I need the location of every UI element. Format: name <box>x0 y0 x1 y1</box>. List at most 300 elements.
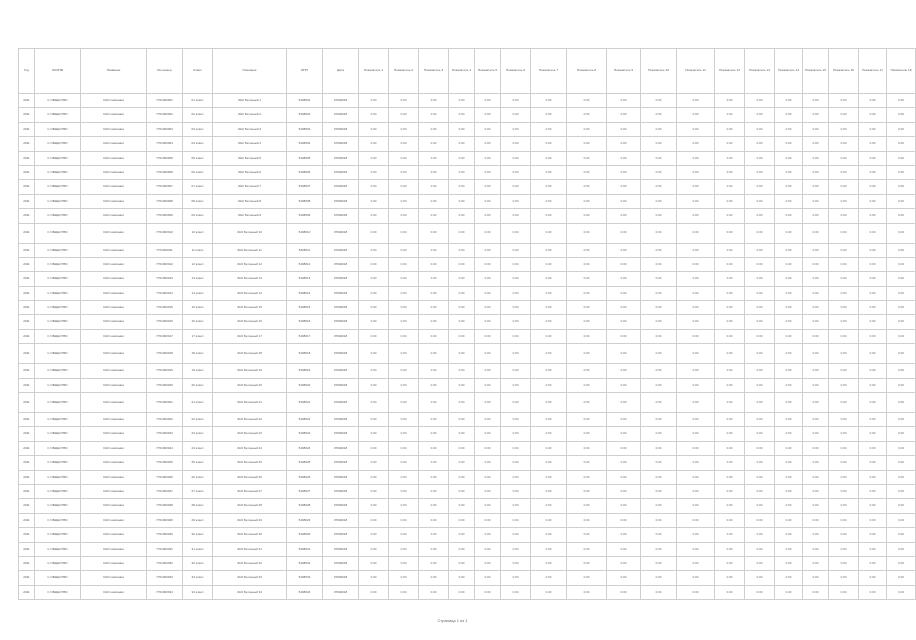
table-cell: 0.00 <box>419 329 449 343</box>
table-cell: 7701000034 <box>147 585 183 599</box>
table-cell: 0.00 <box>859 257 887 271</box>
table-cell: 0.00 <box>829 223 859 243</box>
table-cell: 0.00 <box>567 484 607 498</box>
table-cell: 0.00 <box>859 194 887 208</box>
table-cell: 0.00 <box>887 257 916 271</box>
table-cell: 0.00 <box>389 513 419 527</box>
table-cell: 0.00 <box>389 223 419 243</box>
table-cell: ОАО компания <box>81 122 147 136</box>
table-cell: 0.00 <box>887 413 916 427</box>
table-cell: 0.00 <box>501 180 531 194</box>
table-row <box>19 441 916 455</box>
column-header: Показатель 9 <box>607 49 641 94</box>
table-cell: 0.00 <box>887 137 916 151</box>
table-row <box>19 484 916 498</box>
table-cell: 22 класс <box>183 413 213 427</box>
table-cell: 07092018 <box>323 344 359 364</box>
table-cell: 7701000032 <box>147 556 183 570</box>
table-cell: 0.00 <box>419 194 449 208</box>
table-cell: 0.00 <box>449 393 475 413</box>
table-cell: 0.00 <box>449 94 475 108</box>
table-cell: 0.00 <box>677 542 715 556</box>
table-row <box>19 470 916 484</box>
table-cell: 0.00 <box>829 441 859 455</box>
table-cell: ОАО компания <box>81 456 147 470</box>
table-cell: 0.00 <box>829 329 859 343</box>
table-cell: 0.00 <box>887 470 916 484</box>
table-cell: 0.00 <box>677 441 715 455</box>
table-cell: 0.00 <box>419 499 449 513</box>
table-cell: 2011 <box>19 378 35 392</box>
table-cell: ОАО компания <box>81 151 147 165</box>
table-cell: 2011 <box>19 441 35 455</box>
table-cell: 0.00 <box>829 499 859 513</box>
table-cell: 05 класс <box>183 151 213 165</box>
table-cell: 0.00 <box>359 556 389 570</box>
table-cell: ЗАО Бетонный 27 <box>213 484 287 498</box>
table-cell: 0.00 <box>567 286 607 300</box>
table-cell: 0.00 <box>745 180 775 194</box>
table-cell: 0.00 <box>607 441 641 455</box>
table-cell: 0.00 <box>419 122 449 136</box>
table-cell: 0.00 <box>389 315 419 329</box>
table-cell: ЗАО Бетонный 17 <box>213 329 287 343</box>
table-cell: 0.00 <box>419 151 449 165</box>
table-cell: С ОБЩЕСТВО <box>35 165 81 179</box>
table-cell: 0.00 <box>715 329 745 343</box>
table-cell: 0.00 <box>677 413 715 427</box>
table-cell: 0.00 <box>449 528 475 542</box>
table-cell: 0.00 <box>745 272 775 286</box>
table-cell: 0.00 <box>641 456 677 470</box>
table-cell: 0.00 <box>607 585 641 599</box>
table-cell: 0.00 <box>677 513 715 527</box>
table-cell: ЗАО Бетонный 24 <box>213 441 287 455</box>
table-cell: 0.00 <box>829 344 859 364</box>
table-cell: ОАО компания <box>81 556 147 570</box>
table-cell: 0.00 <box>389 556 419 570</box>
table-cell: 0.00 <box>531 223 567 243</box>
table-cell: С ОБЩЕСТВО <box>35 513 81 527</box>
table-cell: 0.00 <box>501 556 531 570</box>
table-row <box>19 108 916 122</box>
table-cell: 0.00 <box>887 499 916 513</box>
table-cell: 0.00 <box>389 393 419 413</box>
table-cell: 0.00 <box>475 209 501 223</box>
table-cell: 0.00 <box>775 528 803 542</box>
table-cell: 0.00 <box>715 344 745 364</box>
column-header: Показатель 7 <box>531 49 567 94</box>
table-cell: 13 класс <box>183 272 213 286</box>
table-cell: 0.00 <box>775 223 803 243</box>
table-cell: 0.00 <box>449 556 475 570</box>
table-cell: 5408029 <box>287 513 323 527</box>
table-cell: С ОБЩЕСТВО <box>35 499 81 513</box>
table-cell: 0.00 <box>359 94 389 108</box>
table-cell: С ОБЩЕСТВО <box>35 301 81 315</box>
table-cell: 0.00 <box>567 364 607 378</box>
table-cell: 0.00 <box>677 499 715 513</box>
table-cell: 0.00 <box>829 456 859 470</box>
table-cell: 0.00 <box>475 286 501 300</box>
table-cell: 0.00 <box>531 364 567 378</box>
table-cell: 0.00 <box>359 151 389 165</box>
table-cell: 0.00 <box>449 571 475 585</box>
table-cell: 0.00 <box>641 364 677 378</box>
table-cell: 0.00 <box>715 286 745 300</box>
table-row <box>19 413 916 427</box>
table-cell: 0.00 <box>803 378 829 392</box>
table-cell: 2011 <box>19 151 35 165</box>
table-cell: 0.00 <box>501 286 531 300</box>
table-cell: 0.00 <box>359 137 389 151</box>
table-cell: С ОБЩЕСТВО <box>35 528 81 542</box>
table-cell: 0.00 <box>677 344 715 364</box>
table-cell: 20 класс <box>183 378 213 392</box>
table-cell: 0.00 <box>359 344 389 364</box>
table-cell: С ОБЩЕСТВО <box>35 223 81 243</box>
table-cell: 0.00 <box>359 286 389 300</box>
table-row <box>19 378 916 392</box>
table-cell: 0.00 <box>501 378 531 392</box>
table-cell: 0.00 <box>567 585 607 599</box>
table-cell: 0.00 <box>887 243 916 257</box>
table-cell: 0.00 <box>775 272 803 286</box>
table-cell: 0.00 <box>887 556 916 570</box>
table-cell: ОАО компания <box>81 344 147 364</box>
table-cell: 0.00 <box>359 393 389 413</box>
table-cell: 0.00 <box>359 484 389 498</box>
table-cell: ЗАО Бетонный 5 <box>213 151 287 165</box>
table-cell: 0.00 <box>475 301 501 315</box>
table-cell: С ОБЩЕСТВО <box>35 122 81 136</box>
table-cell: ЗАО Бетонный 10 <box>213 223 287 243</box>
table-cell: 0.00 <box>745 571 775 585</box>
table-cell: 0.00 <box>475 470 501 484</box>
table-cell: 32 класс <box>183 556 213 570</box>
table-cell: 0.00 <box>829 556 859 570</box>
table-cell: 0.00 <box>887 571 916 585</box>
table-cell: 07092018 <box>323 585 359 599</box>
table-cell: 07092018 <box>323 301 359 315</box>
table-cell: 0.00 <box>677 585 715 599</box>
table-cell: 0.00 <box>607 257 641 271</box>
table-cell: 0.00 <box>359 194 389 208</box>
table-cell: 0.00 <box>715 108 745 122</box>
table-cell: 0.00 <box>531 257 567 271</box>
table-cell: 5408007 <box>287 180 323 194</box>
table-cell: 0.00 <box>449 122 475 136</box>
table-cell: 0.00 <box>775 499 803 513</box>
table-cell: 0.00 <box>359 378 389 392</box>
table-cell: 0.00 <box>389 301 419 315</box>
table-cell: 2011 <box>19 499 35 513</box>
table-cell: С ОБЩЕСТВО <box>35 344 81 364</box>
table-cell: 0.00 <box>887 165 916 179</box>
table-cell: 0.00 <box>859 122 887 136</box>
table-row <box>19 209 916 223</box>
table-cell: 0.00 <box>715 122 745 136</box>
column-header: Показатель 4 <box>449 49 475 94</box>
table-cell: 0.00 <box>607 286 641 300</box>
table-cell: ЗАО Бетонный 31 <box>213 542 287 556</box>
table-cell: 0.00 <box>531 513 567 527</box>
table-cell: 16 класс <box>183 315 213 329</box>
column-header: Показатель 6 <box>501 49 531 94</box>
table-cell: 0.00 <box>419 272 449 286</box>
table-cell: 0.00 <box>859 393 887 413</box>
table-cell: 0.00 <box>677 223 715 243</box>
table-cell: 2011 <box>19 243 35 257</box>
table-cell: 5408004 <box>287 137 323 151</box>
table-cell: 0.00 <box>419 528 449 542</box>
table-cell: 0.00 <box>449 513 475 527</box>
table-cell: 0.00 <box>501 137 531 151</box>
table-cell: 0.00 <box>475 94 501 108</box>
table-cell: 7701000013 <box>147 272 183 286</box>
table-cell: 7701000031 <box>147 542 183 556</box>
table-cell: ЗАО Бетонный 12 <box>213 257 287 271</box>
table-cell: 07092018 <box>323 272 359 286</box>
table-cell: 0.00 <box>531 378 567 392</box>
table-cell: 07092018 <box>323 393 359 413</box>
table-cell: 5408023 <box>287 427 323 441</box>
table-cell: 0.00 <box>715 484 745 498</box>
table-cell: 29 класс <box>183 513 213 527</box>
table-cell: 0.00 <box>607 272 641 286</box>
table-cell: 0.00 <box>715 499 745 513</box>
table-cell: 5408027 <box>287 484 323 498</box>
table-cell: 0.00 <box>359 528 389 542</box>
table-cell: 0.00 <box>775 137 803 151</box>
table-cell: С ОБЩЕСТВО <box>35 243 81 257</box>
table-cell: 0.00 <box>419 427 449 441</box>
table-cell: ОАО компания <box>81 223 147 243</box>
table-row <box>19 556 916 570</box>
column-header: ИНН <box>287 49 323 94</box>
table-cell: 0.00 <box>531 413 567 427</box>
table-cell: 0.00 <box>389 108 419 122</box>
table-cell: 07092018 <box>323 571 359 585</box>
table-header-row <box>19 49 916 94</box>
table-cell: 0.00 <box>531 108 567 122</box>
table-cell: ЗАО Бетонный 18 <box>213 344 287 364</box>
table-cell: 0.00 <box>745 108 775 122</box>
table-cell: 0.00 <box>419 209 449 223</box>
table-cell: 0.00 <box>531 528 567 542</box>
table-cell: 0.00 <box>607 108 641 122</box>
table-cell: 0.00 <box>715 165 745 179</box>
table-cell: 0.00 <box>715 441 745 455</box>
table-cell: 0.00 <box>449 364 475 378</box>
table-cell: 0.00 <box>449 484 475 498</box>
table-cell: 0.00 <box>607 542 641 556</box>
table-cell: 7701000012 <box>147 257 183 271</box>
table-cell: ОАО компания <box>81 209 147 223</box>
table-cell: 0.00 <box>677 180 715 194</box>
table-cell: 5408002 <box>287 108 323 122</box>
table-cell: 5408011 <box>287 243 323 257</box>
table-cell: 5408025 <box>287 456 323 470</box>
table-cell: 0.00 <box>449 286 475 300</box>
table-cell: 0.00 <box>389 413 419 427</box>
column-header: Показатель 15 <box>803 49 829 94</box>
table-cell: 07092018 <box>323 315 359 329</box>
table-cell: 0.00 <box>501 194 531 208</box>
table-cell: С ОБЩЕСТВО <box>35 108 81 122</box>
table-cell: 0.00 <box>531 272 567 286</box>
table-row <box>19 194 916 208</box>
table-cell: 0.00 <box>641 301 677 315</box>
table-cell: 0.00 <box>803 413 829 427</box>
table-cell: 0.00 <box>745 585 775 599</box>
table-cell: 0.00 <box>449 272 475 286</box>
table-cell: 0.00 <box>859 364 887 378</box>
table-cell: 0.00 <box>389 165 419 179</box>
table-cell: 0.00 <box>859 209 887 223</box>
table-cell: 2011 <box>19 165 35 179</box>
table-cell: 0.00 <box>567 301 607 315</box>
table-cell: 7701000017 <box>147 329 183 343</box>
table-cell: 0.00 <box>475 315 501 329</box>
table-cell: 0.00 <box>715 585 745 599</box>
table-cell: 0.00 <box>859 315 887 329</box>
table-cell: 0.00 <box>859 542 887 556</box>
table-cell: 0.00 <box>607 499 641 513</box>
table-cell: 0.00 <box>531 165 567 179</box>
table-cell: 0.00 <box>715 180 745 194</box>
table-cell: 0.00 <box>859 571 887 585</box>
table-cell: 0.00 <box>501 209 531 223</box>
table-cell: ЗАО Бетонный 14 <box>213 286 287 300</box>
table-cell: ОАО компания <box>81 427 147 441</box>
table-cell: 0.00 <box>745 378 775 392</box>
table-cell: 0.00 <box>449 243 475 257</box>
table-cell: ОАО компания <box>81 585 147 599</box>
table-cell: 0.00 <box>359 108 389 122</box>
table-cell: 0.00 <box>745 301 775 315</box>
table-cell: 0.00 <box>607 427 641 441</box>
table-cell: 0.00 <box>359 513 389 527</box>
table-cell: 0.00 <box>567 427 607 441</box>
table-cell: 0.00 <box>607 571 641 585</box>
table-cell: 0.00 <box>607 528 641 542</box>
table-cell: 0.00 <box>859 151 887 165</box>
column-header: Показатель 13 <box>745 49 775 94</box>
table-cell: 0.00 <box>641 556 677 570</box>
table-cell: 2011 <box>19 272 35 286</box>
table-cell: 0.00 <box>641 513 677 527</box>
table-cell: 0.00 <box>531 180 567 194</box>
table-cell: 0.00 <box>641 108 677 122</box>
table-cell: 2011 <box>19 94 35 108</box>
table-cell: 7701000021 <box>147 393 183 413</box>
table-cell: ЗАО Бетонный 9 <box>213 209 287 223</box>
table-cell: 0.00 <box>677 137 715 151</box>
table-cell: 0.00 <box>745 393 775 413</box>
table-cell: С ОБЩЕСТВО <box>35 272 81 286</box>
table-cell: С ОБЩЕСТВО <box>35 441 81 455</box>
table-cell: 24 класс <box>183 441 213 455</box>
table-cell: 0.00 <box>641 329 677 343</box>
table-cell: 0.00 <box>389 470 419 484</box>
table-cell: 18 класс <box>183 344 213 364</box>
table-cell: 0.00 <box>475 378 501 392</box>
table-cell: 0.00 <box>389 427 419 441</box>
table-cell: 0.00 <box>475 364 501 378</box>
table-cell: 0.00 <box>775 378 803 392</box>
table-cell: 0.00 <box>607 301 641 315</box>
table-cell: ОАО компания <box>81 441 147 455</box>
table-cell: 0.00 <box>715 456 745 470</box>
table-cell: 0.00 <box>641 393 677 413</box>
table-cell: 5408030 <box>287 528 323 542</box>
table-cell: С ОБЩЕСТВО <box>35 180 81 194</box>
table-cell: 0.00 <box>745 209 775 223</box>
table-cell: 0.00 <box>803 137 829 151</box>
table-cell: ОАО компания <box>81 137 147 151</box>
table-cell: 0.00 <box>641 223 677 243</box>
table-cell: 0.00 <box>449 378 475 392</box>
table-cell: 07092018 <box>323 243 359 257</box>
table-cell: 02 класс <box>183 108 213 122</box>
table-cell: 0.00 <box>419 257 449 271</box>
table-cell: 0.00 <box>859 180 887 194</box>
table-row <box>19 180 916 194</box>
table-row <box>19 315 916 329</box>
table-cell: 0.00 <box>887 329 916 343</box>
table-cell: 0.00 <box>641 441 677 455</box>
table-cell: 0.00 <box>677 427 715 441</box>
table-cell: 0.00 <box>803 108 829 122</box>
table-cell: 0.00 <box>607 151 641 165</box>
table-cell: 0.00 <box>641 243 677 257</box>
table-cell: 0.00 <box>803 484 829 498</box>
column-header: Показатель 12 <box>715 49 745 94</box>
table-cell: 0.00 <box>359 441 389 455</box>
table-cell: 7701000024 <box>147 441 183 455</box>
table-cell: 0.00 <box>607 378 641 392</box>
table-cell: 0.00 <box>829 484 859 498</box>
table-cell: 0.00 <box>501 484 531 498</box>
table-cell: 0.00 <box>419 364 449 378</box>
table-cell: 0.00 <box>449 441 475 455</box>
table-cell: 0.00 <box>567 137 607 151</box>
table-cell: ЗАО Бетонный 11 <box>213 243 287 257</box>
table-cell: 0.00 <box>677 301 715 315</box>
table-cell: 0.00 <box>745 257 775 271</box>
table-cell: 7701000006 <box>147 165 183 179</box>
table-cell: 0.00 <box>389 137 419 151</box>
table-cell: 0.00 <box>607 344 641 364</box>
table-cell: 2011 <box>19 413 35 427</box>
table-cell: 2011 <box>19 427 35 441</box>
table-cell: 0.00 <box>677 257 715 271</box>
table-cell: 0.00 <box>715 542 745 556</box>
table-cell: 7701000033 <box>147 571 183 585</box>
table-cell: 07092018 <box>323 209 359 223</box>
table-cell: 0.00 <box>531 209 567 223</box>
table-cell: 7701000026 <box>147 470 183 484</box>
table-cell: 2011 <box>19 344 35 364</box>
table-cell: 7701000015 <box>147 301 183 315</box>
table-cell: 0.00 <box>715 194 745 208</box>
table-cell: 0.00 <box>475 344 501 364</box>
table-cell: 0.00 <box>803 427 829 441</box>
table-cell: 0.00 <box>803 344 829 364</box>
table-cell: 07092018 <box>323 513 359 527</box>
table-cell: 0.00 <box>859 556 887 570</box>
